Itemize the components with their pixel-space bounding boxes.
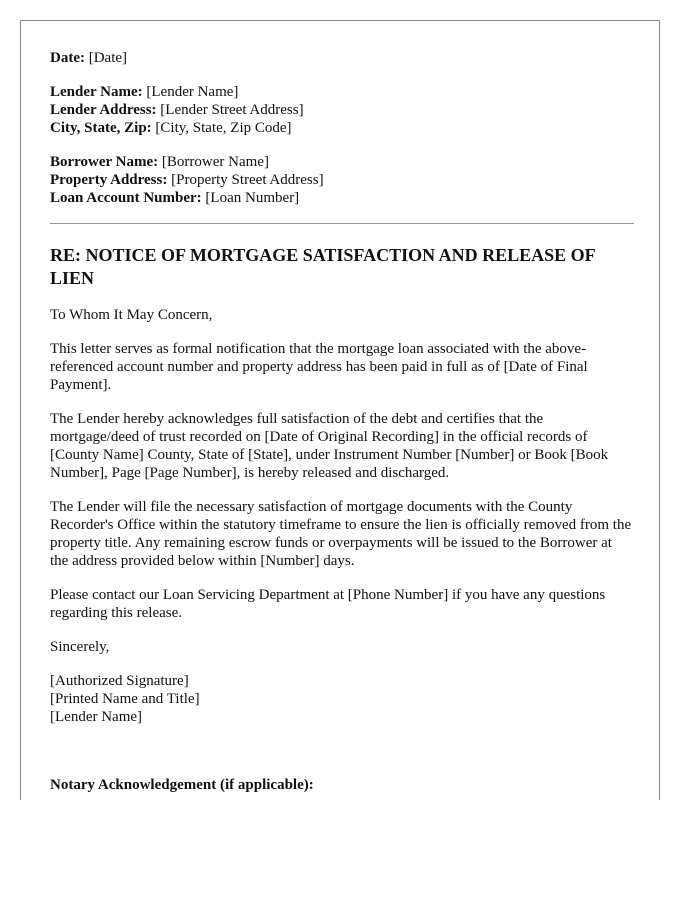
lender-block <box>50 83 634 137</box>
signature-lender-name: [Lender Name] <box>50 709 143 725</box>
borrower-name-value: [Borrower Name] <box>161 154 269 170</box>
borrower-name-line <box>50 153 634 171</box>
paragraph-satisfaction: The Lender hereby acknowledges full satisfaction of the debt and certifies that the mortgage/deed of trust recorded on [Date of Original Recording] in the official records of [County Name] County, State of [State], under Instrument Number [Number] or Book [Book Number], Page [Page Number], is hereby released and discharged. <box>50 411 609 481</box>
property-address-line <box>50 171 634 189</box>
loan-number-value: [Loan Number] <box>205 190 300 206</box>
signature-block <box>50 672 634 726</box>
lender-address-label: Lender Address: <box>50 102 157 118</box>
lender-city-line <box>50 119 634 137</box>
subject-heading: RE: NOTICE OF MORTGAGE SATISFACTION AND RELEASE OF LIEN <box>50 245 595 288</box>
borrower-name-label: Borrower Name: <box>50 154 159 170</box>
lender-name-line <box>50 83 634 101</box>
loan-number-line <box>50 189 634 207</box>
date-line <box>50 49 634 67</box>
letter-page <box>20 20 660 800</box>
loan-number-label: Loan Account Number: <box>50 190 202 206</box>
closing: Sincerely, <box>50 639 110 655</box>
date-block <box>50 49 634 67</box>
lender-city-value: [City, State, Zip Code] <box>155 120 292 136</box>
lender-city-label: City, State, Zip: <box>50 120 152 136</box>
signature-line: [Authorized Signature] <box>50 673 189 689</box>
lender-address-line <box>50 101 634 119</box>
notary-heading: Notary Acknowledgement (if applicable): <box>50 777 314 793</box>
paragraph-payment-notice: This letter serves as formal notification that the mortgage loan associated with the above-referenced account number and property address has been paid in full as of [Date of Final Payment]. <box>50 341 588 393</box>
property-address-label: Property Address: <box>50 172 168 188</box>
borrower-block <box>50 153 634 207</box>
section-divider <box>50 223 634 224</box>
date-label: Date: <box>50 50 85 66</box>
lender-name-value: [Lender Name] <box>146 84 239 100</box>
lender-name-label: Lender Name: <box>50 84 143 100</box>
paragraph-filing: The Lender will file the necessary satisfaction of mortgage documents with the County Recorder's Office within the statutory timeframe to ensure the lien is officially removed from the property title. Any remaining escrow funds or overpayments will be issued to the Borrower at the address provided below within [Number] days. <box>50 499 632 569</box>
date-value: [Date] <box>88 50 128 66</box>
property-address-value: [Property Street Address] <box>171 172 324 188</box>
paragraph-contact: Please contact our Loan Servicing Department at [Phone Number] if you have any questions regarding this release. <box>50 587 606 621</box>
printed-name-title: [Printed Name and Title] <box>50 691 200 707</box>
lender-address-value: [Lender Street Address] <box>160 102 304 118</box>
salutation: To Whom It May Concern, <box>50 307 213 323</box>
letter-content <box>50 49 634 794</box>
